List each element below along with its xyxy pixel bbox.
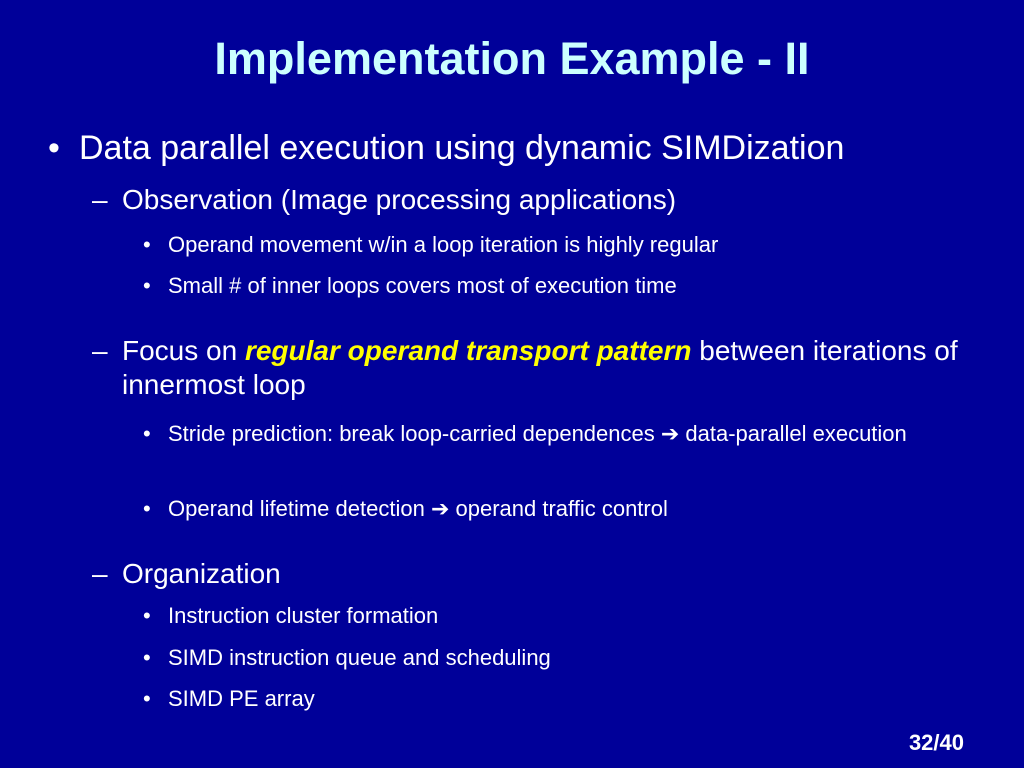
focus-prefix: Focus on (122, 335, 245, 366)
bullet-marker: • (143, 686, 151, 711)
sub-bullet-organization (92, 557, 972, 591)
sub-bullet-text: Observation (Image processing applications) (122, 184, 677, 215)
stride-prefix: Stride prediction: break loop-carried dependences (168, 421, 661, 446)
lifetime-suffix: operand traffic control (449, 496, 668, 521)
bullet-data-parallel (48, 130, 844, 166)
item-operand-movement (143, 230, 958, 260)
item-simd-pe-array (143, 684, 958, 714)
slide-title: Implementation Example - II (214, 33, 810, 84)
item-cluster-formation (143, 601, 958, 631)
bullet-marker: • (143, 645, 151, 670)
arrow-right-icon: ➔ (430, 497, 450, 522)
item-inner-loops (143, 271, 958, 301)
item-text: Small # of inner loops covers most of execution time (168, 273, 677, 298)
bullet-marker: • (143, 273, 151, 298)
lifetime-prefix: Operand lifetime detection (168, 496, 431, 521)
bullet-text: Data parallel execution using dynamic SIMDization (79, 129, 845, 167)
dash-marker: – (92, 184, 108, 215)
item-text (168, 419, 958, 450)
bullet-marker: • (143, 496, 151, 521)
item-text: SIMD instruction queue and scheduling (168, 645, 551, 670)
sub-bullet-text: Organization (122, 558, 281, 589)
dash-marker: – (92, 558, 108, 589)
item-text: Operand movement w/in a loop iteration is highly regular (168, 232, 719, 257)
bullet-marker: • (48, 129, 60, 167)
sub-bullet-observation (92, 183, 972, 217)
sub-bullet-text (122, 334, 972, 402)
dash-marker: – (92, 335, 108, 366)
bullet-marker: • (143, 232, 151, 257)
bullet-marker: • (143, 603, 151, 628)
focus-emphasis: regular operand transport pattern (244, 335, 692, 366)
item-operand-lifetime (143, 494, 958, 525)
item-stride-prediction (143, 419, 958, 450)
bullet-marker: • (143, 421, 151, 446)
sub-bullet-focus (92, 334, 972, 402)
item-text: SIMD PE array (168, 686, 315, 711)
item-text: Instruction cluster formation (168, 603, 439, 628)
item-simd-queue (143, 643, 958, 673)
focus-suffix: between iterations of innermost loop (122, 335, 958, 400)
stride-suffix: data-parallel execution (679, 421, 907, 446)
arrow-right-icon: ➔ (660, 422, 680, 447)
item-text (168, 494, 958, 525)
slide-number: 32/40 (908, 730, 964, 755)
